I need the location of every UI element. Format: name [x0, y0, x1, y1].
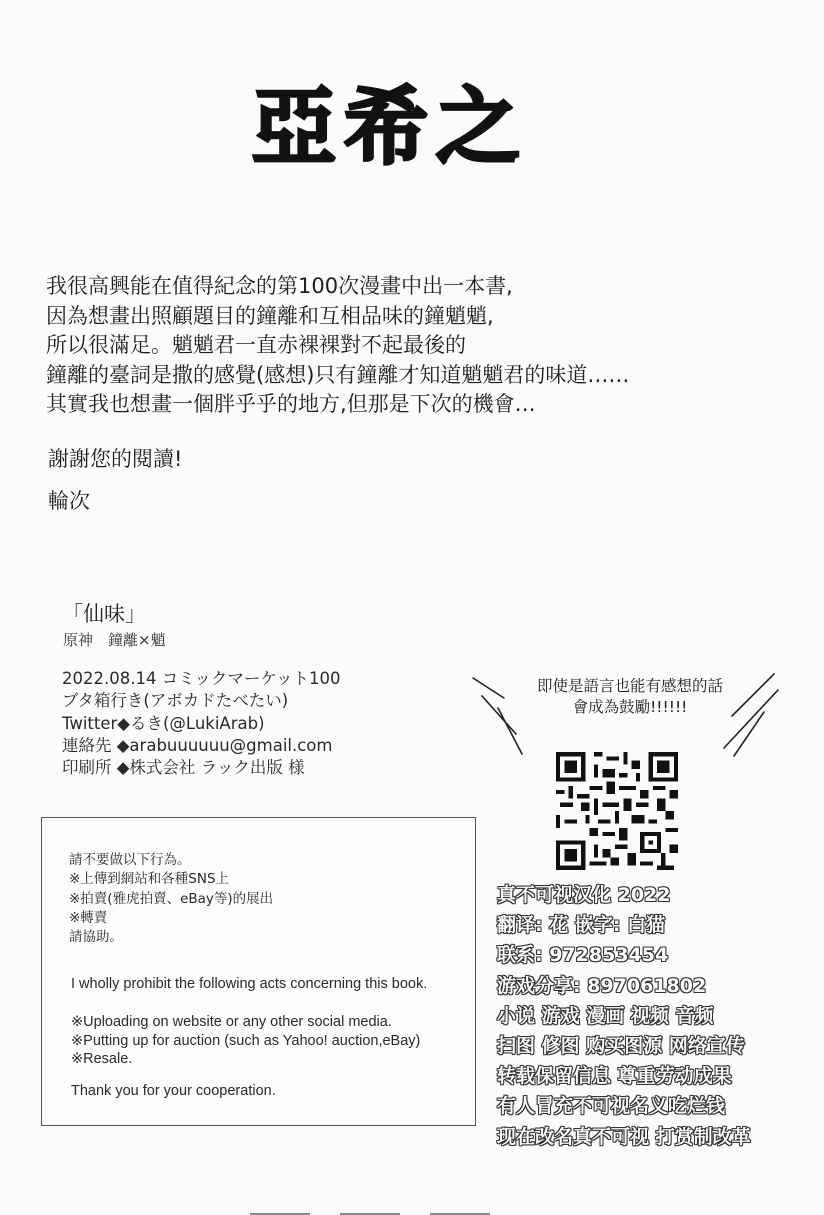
colophon-event: 2022.08.14 コミックマーケット100: [62, 669, 341, 688]
credit-line: 真不可视汉化 2022: [497, 884, 671, 906]
comment-line: 即使是語言也能有感想的話: [536, 677, 723, 695]
afterword-line: 因為想畫出照顧題目的鐘離和互相品味的鐘魈魈,: [46, 303, 494, 328]
notice-line: ※拍賣(雅虎拍賣、eBay等)的展出: [69, 890, 274, 907]
notice-english-thanks: Thank you for your cooperation.: [71, 1083, 276, 1099]
notice-english-heading: I wholly prohibit the following acts concerning this book.: [71, 976, 428, 992]
credit-line: 现在改名真不可视 打赏制改革: [497, 1125, 751, 1148]
notice-japanese: [69, 851, 273, 947]
afterword-line: 所以很滿足。魈魈君一直赤裸裸對不起最後的: [46, 333, 466, 357]
colophon-contact: 連絡先 ◆arabuuuuuu@gmail.com: [62, 735, 333, 755]
book-subtitle: 原神 鐘離×魈: [63, 631, 166, 649]
notice-line: 請不要做以下行為。: [69, 852, 191, 868]
notice-english-list: [71, 1013, 420, 1069]
author-signature: 輪次: [48, 489, 90, 513]
colophon-twitter: Twitter◆るき(@LukiArab): [62, 713, 265, 733]
afterword-line: 鐘離的臺詞是撒的感覺(感想)只有鐘離才知道魈魈君的味道……: [46, 362, 630, 387]
notice-line: ※轉賣: [69, 909, 108, 926]
notice-english-item: ※Uploading on website or any other social media.: [71, 1014, 392, 1030]
credit-line: 游戏分享: 897061802: [497, 974, 707, 997]
thanks-text: 謝謝您的閱讀!: [48, 447, 183, 471]
book-title: 「仙味」: [62, 602, 146, 626]
colophon-printer: 印刷所 ◆株式会社 ラック出版 様: [62, 758, 305, 778]
reader-comment-request: [510, 676, 750, 718]
notice-line: ※上傳到網站和各種SNS上: [69, 871, 230, 888]
credit-line: 翻译: 花 嵌字: 白猫: [497, 914, 666, 937]
colophon: [62, 668, 341, 779]
notice-english-item: ※Resale.: [71, 1051, 133, 1067]
qr-code[interactable]: [556, 752, 678, 870]
scanlation-credits: [497, 880, 807, 1152]
credit-line: 有人冒充不可视名义吃烂钱: [497, 1095, 726, 1118]
bleed-marks: [200, 1206, 620, 1215]
afterword-line: 其實我也想畫一個胖乎乎的地方,但那是下次的機會…: [46, 392, 536, 416]
notice-english-item: ※Putting up for auction (such as Yahoo! auction,eBay): [71, 1032, 421, 1049]
credit-line: 联系: 972853454: [497, 944, 669, 967]
afterword-line: 我很高興能在值得紀念的第100次漫畫中出一本書,: [46, 274, 513, 298]
afterword-text: [46, 272, 786, 420]
circle-logo: 亞希之: [252, 78, 529, 176]
credit-line: 扫图 修图 购买图源 网络宣传: [497, 1034, 745, 1057]
colophon-circle: ブタ箱行き(アボカドたべたい): [62, 691, 289, 711]
prohibition-notice-box: [41, 817, 476, 1126]
credit-line: 小说 游戏 漫画 视频 音频: [497, 1004, 714, 1027]
comment-line: 會成為鼓勵!!!!!!: [572, 698, 688, 716]
credit-line: 转载保留信息 尊重劳动成果: [497, 1065, 732, 1088]
notice-line: 請協助。: [69, 929, 123, 946]
